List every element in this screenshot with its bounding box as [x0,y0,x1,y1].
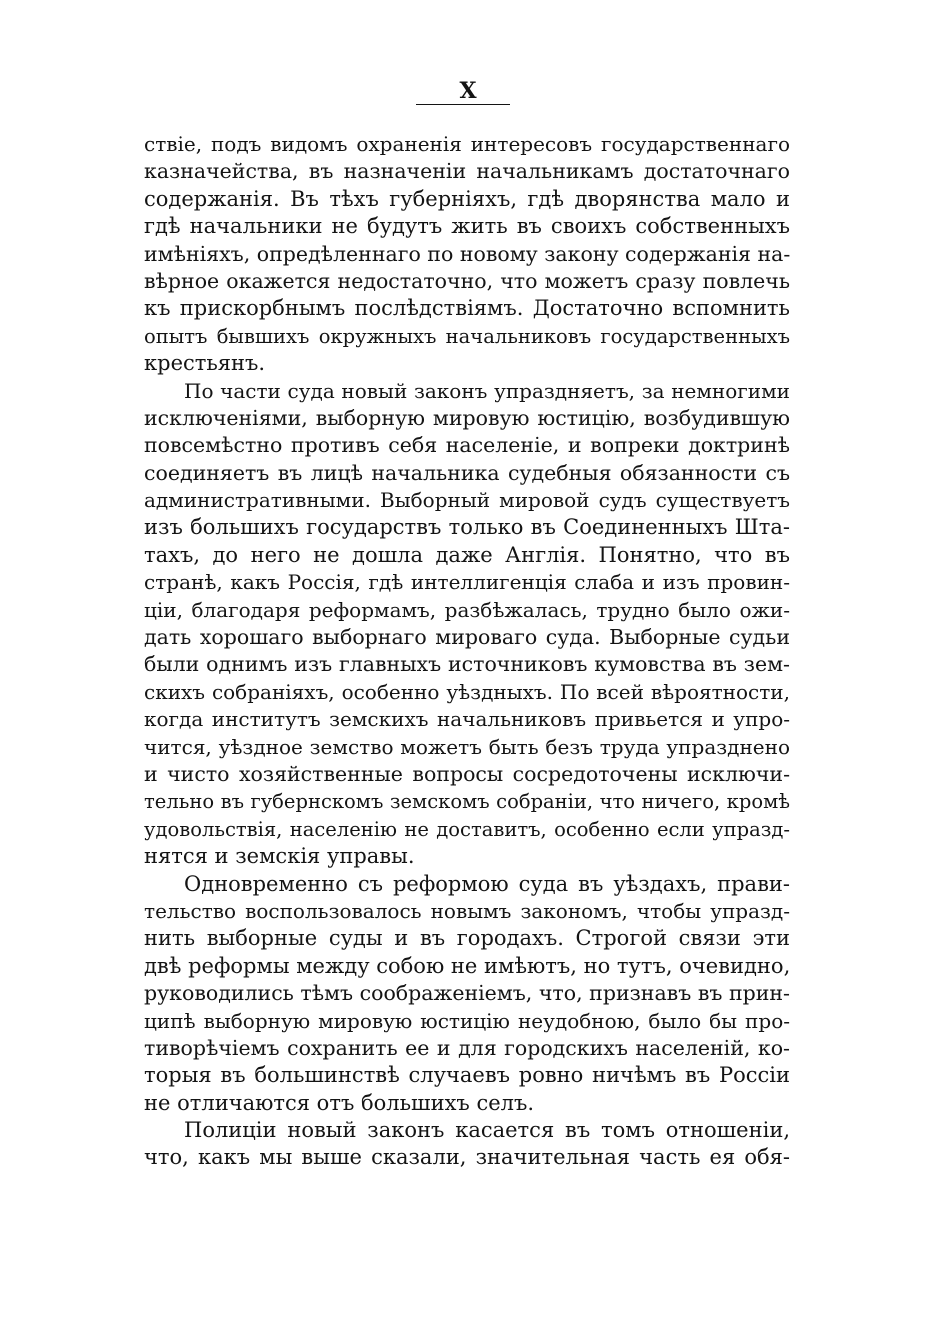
text-line: гдѣ начальники не будутъ жить въ своихъ собственныхъ [144,214,790,239]
text-line: исключеніями, выборную мировую юстицію, возбудившую [144,405,790,430]
text-line: нить выборные суды и въ городахъ. Строгой связи эти [144,926,790,951]
text-line: торыя въ большинствѣ случаевъ ровно ничѣмъ въ Россіи [144,1063,790,1088]
text-line: Полиціи новый законъ касается въ томъ отношеніи, [184,1118,790,1143]
text-line: не отличаются отъ большихъ селъ. [144,1090,535,1115]
text-line: двѣ реформы между собою не имѣютъ, но тутъ, очевидно, [144,953,791,978]
text-line: скихъ собраніяхъ, особенно уѣздныхъ. По всей вѣроятности, [144,679,790,704]
text-line: ствіе, подъ видомъ охраненія интересовъ государственнаго [144,132,790,156]
text-line: что, какъ мы выше сказали, значительная часть ея обя- [144,1145,790,1170]
body-text [144,131,790,1172]
text-line: ціи, благодаря реформамъ, разбѣжалась, трудно было ожи- [144,597,790,622]
text-line: и чисто хозяйственные вопросы сосредоточены исключи- [144,761,790,786]
text-line: тельно въ губернскомъ земскомъ собраніи, что ничего, кромѣ [144,790,790,814]
text-line: дать хорошаго выборнаго мироваго суда. Выборные судьи [144,625,790,650]
text-line: административными. Выборный мировой судъ существуетъ [144,488,790,513]
text-line: къ прискорбнымъ послѣдствіямъ. Достаточно вспомнить [144,296,790,321]
text-line: казначейства, въ назначеніи начальникамъ достаточнаго [144,159,790,184]
text-line: странѣ, какъ Россія, гдѣ интеллигенція слаба и изъ провин- [144,570,790,595]
text-line: нятся и земскія управы. [144,844,415,869]
text-line: вѣрное окажется недостаточно, что можетъ сразу повлечь [144,268,790,293]
text-line: тельство воспользовалось новымъ закономъ, чтобы упразд- [144,898,790,923]
text-line: руководились тѣмъ соображеніемъ, что, признавъ въ прин- [144,981,790,1006]
text-line: изъ большихъ государствъ только въ Соединенныхъ Шта- [144,515,790,540]
text-line: имѣніяхъ, опредѣленнаго по новому закону содержанія на- [144,241,791,266]
text-line: чится, уѣздное земство можетъ быть безъ труда упразднено [144,734,790,759]
text-line: тиворѣчіемъ сохранить ее и для городскихъ населеній, ко- [144,1035,790,1060]
text-line: опытъ бывшихъ окружныхъ начальниковъ государственныхъ [144,324,790,348]
text-line: крестьянъ. [144,351,266,376]
text-line: соединяетъ въ лицѣ начальника судебныя обязанности съ [144,460,790,485]
text-line: ципѣ выборную мировую юстицію неудобною, было бы про- [144,1008,790,1033]
text-line: тахъ, до него не дошла даже Англія. Понятно, что въ [144,542,790,567]
text-line: содержанія. Въ тѣхъ губерніяхъ, гдѣ дворянства мало и [144,186,790,211]
text-line: По части суда новый законъ упраздняетъ, за немногими [184,378,790,403]
text-line: когда институтъ земскихъ начальниковъ привьется и упро- [144,707,790,732]
page-number-rule [416,104,510,105]
text-line: повсемѣстно противъ себя населеніе, и вопреки доктринѣ [144,433,790,458]
page-number: X [459,78,477,104]
text-line: были однимъ изъ главныхъ источниковъ кумовства въ зем- [144,652,790,677]
text-line: удовольствія, населенію не доставитъ, особенно если упразд- [144,817,790,841]
text-line: Одновременно съ реформою суда въ уѣздахъ, прави- [184,871,790,896]
